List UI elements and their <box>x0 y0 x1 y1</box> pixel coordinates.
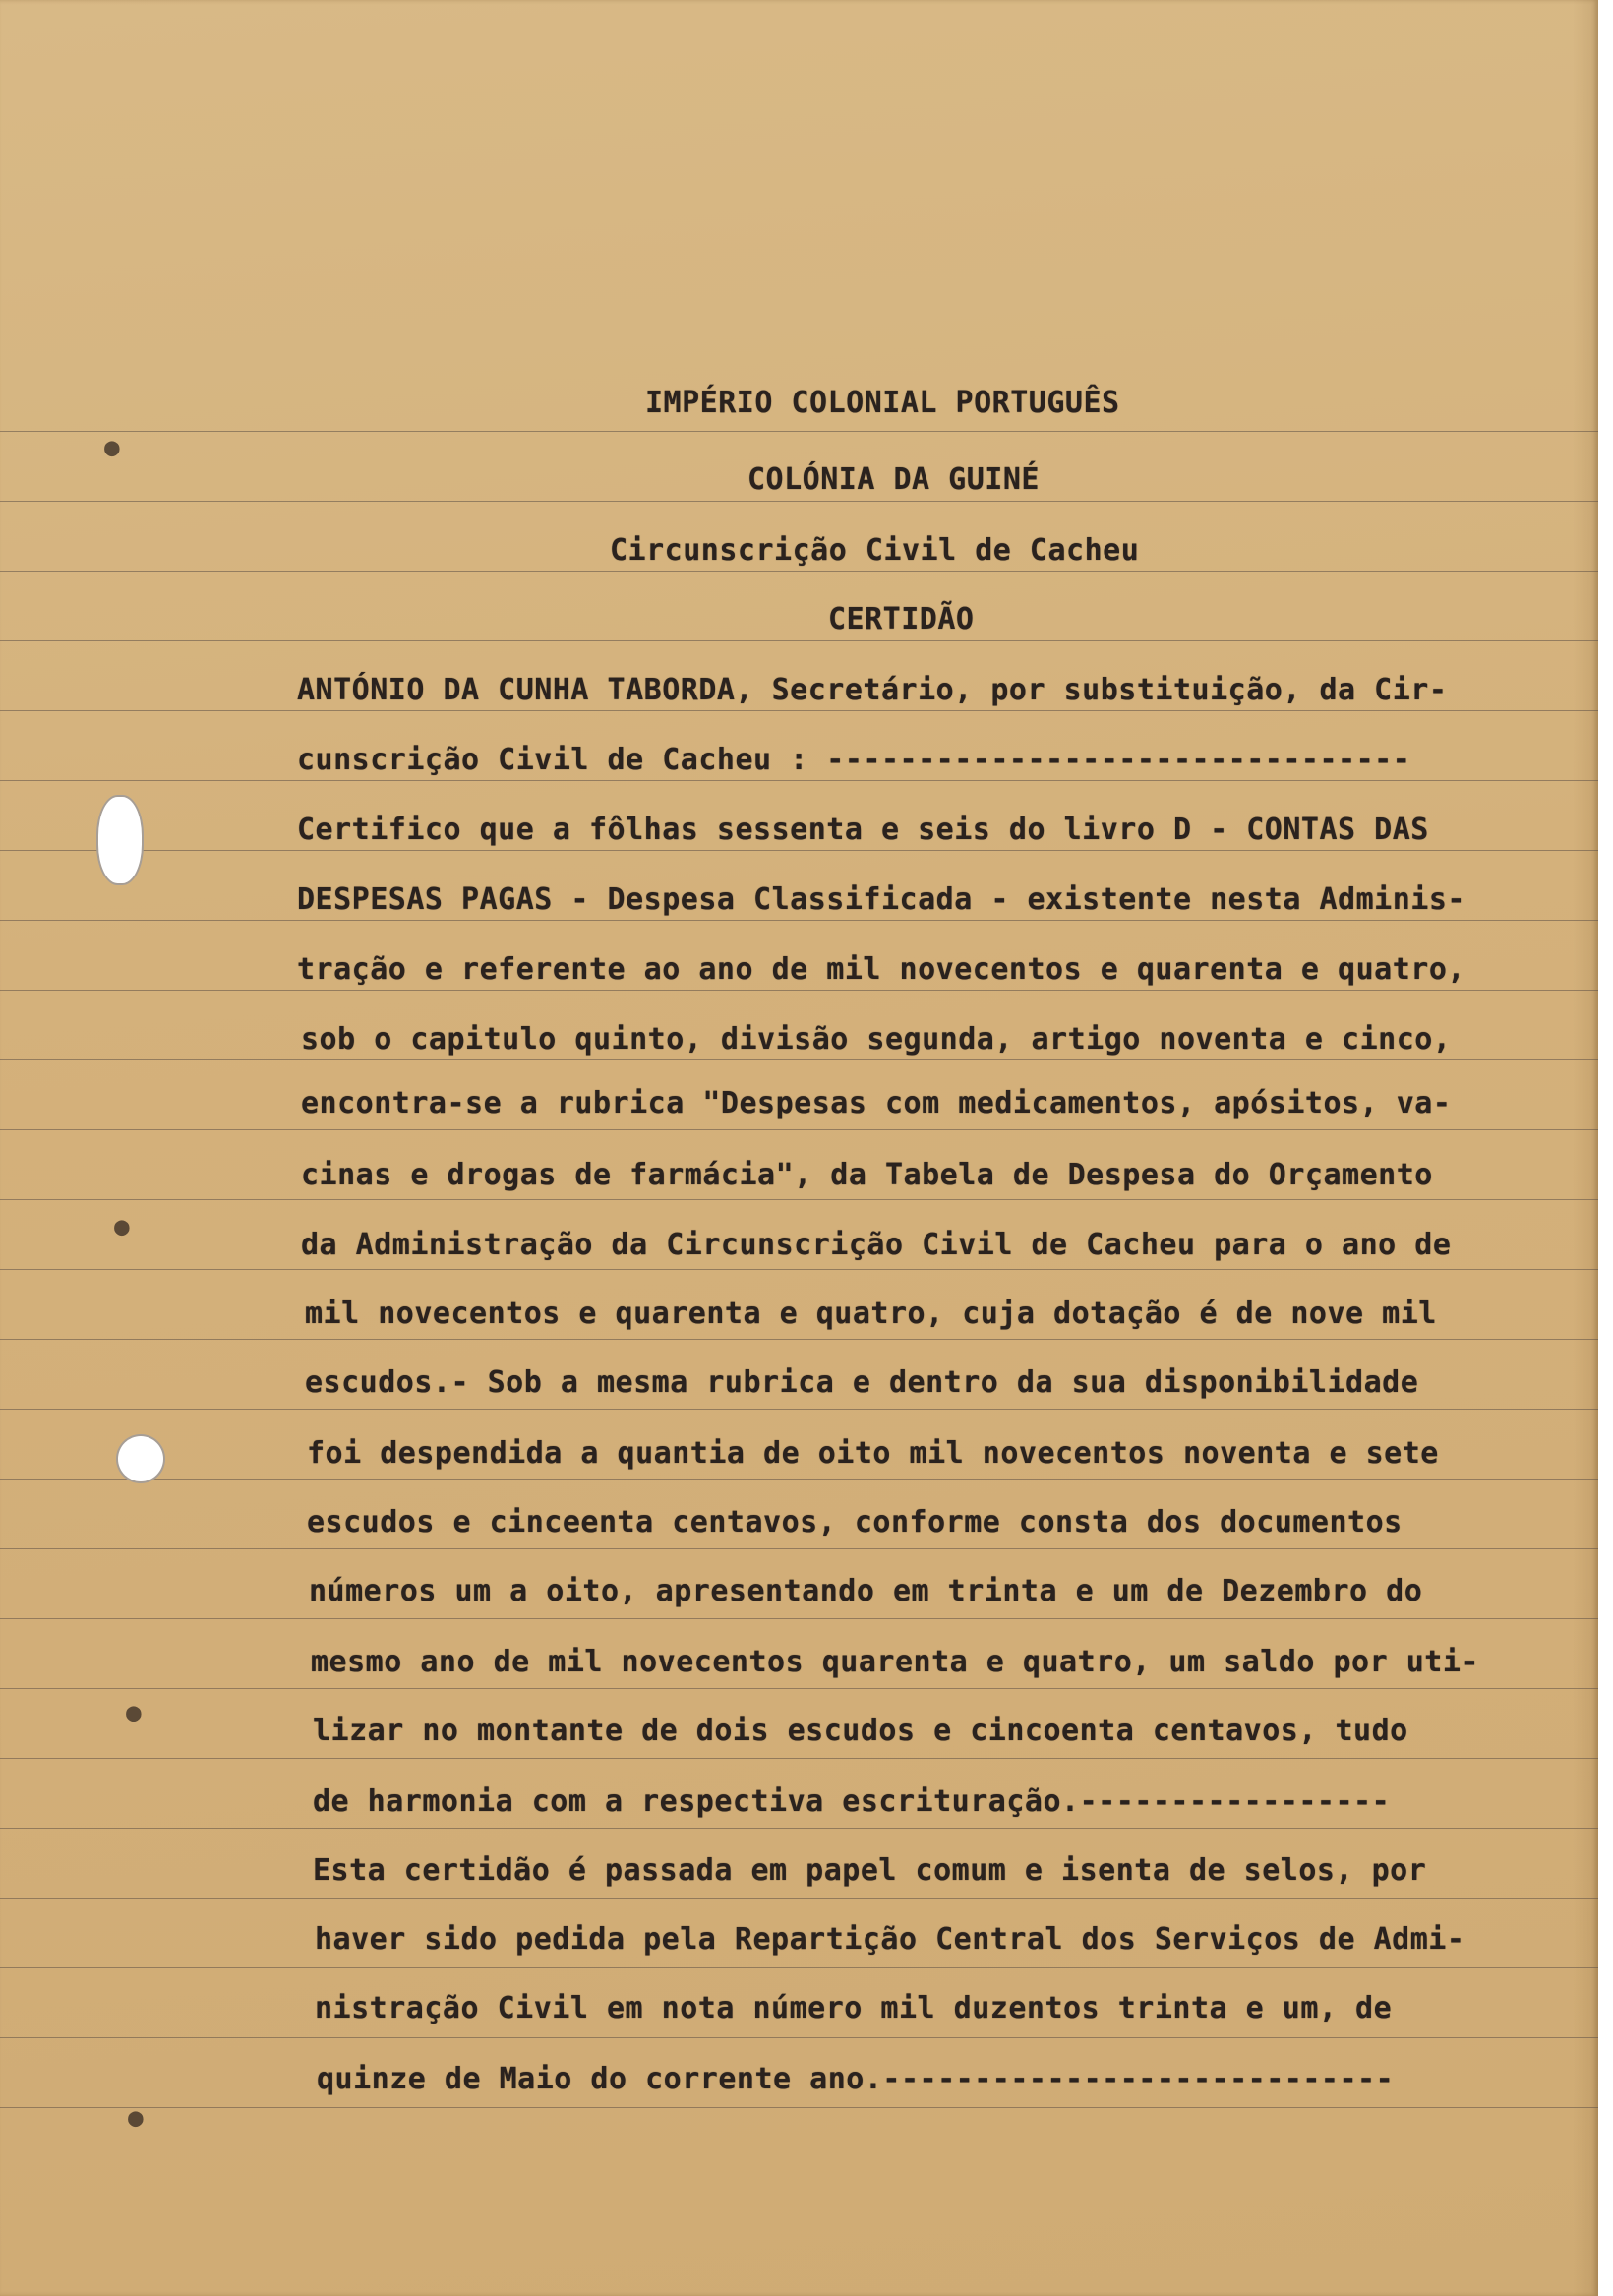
ruled-line <box>0 1269 1598 1270</box>
header-empire: IMPÉRIO COLONIAL PORTUGUÊS <box>645 386 1120 420</box>
body-line: escudos e cinceenta centavos, conforme consta dos documentos <box>307 1505 1403 1540</box>
ruled-line <box>0 1409 1598 1410</box>
ruled-line <box>0 431 1598 432</box>
body-line: nistração Civil em nota número mil duzentos trinta e um, de <box>315 1991 1393 2025</box>
page-edge-shadow <box>1573 0 1598 2296</box>
body-line: encontra-se a rubrica "Despesas com medicamentos, apósitos, va- <box>301 1086 1452 1120</box>
ruled-line <box>0 1059 1598 1060</box>
header-circumscription: Circunscrição Civil de Cacheu <box>610 533 1140 568</box>
ruled-line <box>0 1898 1598 1899</box>
ruled-line <box>0 850 1598 851</box>
ruled-line <box>0 1548 1598 1549</box>
body-line: números um a oito, apresentando em trinta e um de Dezembro do <box>309 1574 1423 1608</box>
ruled-line <box>0 2037 1598 2038</box>
ruled-line <box>0 1688 1598 1689</box>
ruled-line <box>0 1339 1598 1340</box>
ruled-line <box>0 1967 1598 1968</box>
body-line: mil novecentos e quarenta e quatro, cuja dotação é de nove mil <box>305 1297 1437 1331</box>
body-line: sob o capitulo quinto, divisão segunda, artigo noventa e cinco, <box>301 1022 1452 1057</box>
body-line: de harmonia com a respectiva escrituração.----------------- <box>313 1784 1391 1819</box>
ruled-line <box>0 1758 1598 1759</box>
ruled-line <box>0 1828 1598 1829</box>
ruled-line <box>0 2107 1598 2108</box>
body-line: cinas e drogas de farmácia", da Tabela de Despesa do Orçamento <box>301 1158 1433 1192</box>
ruled-line <box>0 1618 1598 1619</box>
body-line: DESPESAS PAGAS - Despesa Classificada - existente nesta Adminis- <box>297 882 1465 917</box>
body-line: lizar no montante de dois escudos e cincoenta centavos, tudo <box>313 1714 1408 1748</box>
body-line: foi despendida a quantia de oito mil novecentos noventa e sete <box>307 1436 1439 1471</box>
ruled-line <box>0 990 1598 991</box>
ruled-line <box>0 780 1598 781</box>
ruled-line <box>0 1199 1598 1200</box>
ruled-line <box>0 1129 1598 1130</box>
body-line: haver sido pedida pela Repartição Central dos Serviços de Admi- <box>315 1922 1465 1957</box>
body-line: ANTÓNIO DA CUNHA TABORDA, Secretário, por substituição, da Cir- <box>297 673 1448 707</box>
ruled-line <box>0 1479 1598 1480</box>
ruled-line <box>0 501 1598 502</box>
margin-mark: ● <box>126 1698 142 1727</box>
margin-mark: ● <box>114 1212 130 1241</box>
body-line: da Administração da Circunscrição Civil de Cacheu para o ano de <box>301 1228 1452 1262</box>
ruled-line <box>0 710 1598 711</box>
body-line: mesmo ano de mil novecentos quarenta e quatro, um saldo por uti- <box>311 1645 1479 1679</box>
body-line: quinze de Maio do corrente ano.---------------------------- <box>317 2062 1395 2096</box>
ruled-line <box>0 920 1598 921</box>
margin-mark: ● <box>104 433 120 462</box>
margin-mark: ● <box>128 2103 144 2133</box>
body-line: escudos.- Sob a mesma rubrica e dentro da sua disponibilidade <box>305 1365 1419 1400</box>
header-colony: COLÓNIA DA GUINÉ <box>747 462 1040 497</box>
body-line: Certifico que a fôlhas sessenta e seis do livro D - CONTAS DAS <box>297 813 1429 847</box>
document-title: CERTIDÃO <box>828 602 975 636</box>
body-line: cunscrição Civil de Cacheu : -------------------------------- <box>297 743 1411 777</box>
punch-hole <box>96 795 144 885</box>
body-line: Esta certidão é passada em papel comum e isenta de selos, por <box>313 1853 1427 1888</box>
punch-hole <box>116 1434 165 1483</box>
ruled-line <box>0 640 1598 641</box>
ruled-line <box>0 571 1598 572</box>
body-line: tração e referente ao ano de mil novecentos e quarenta e quatro, <box>297 952 1465 987</box>
